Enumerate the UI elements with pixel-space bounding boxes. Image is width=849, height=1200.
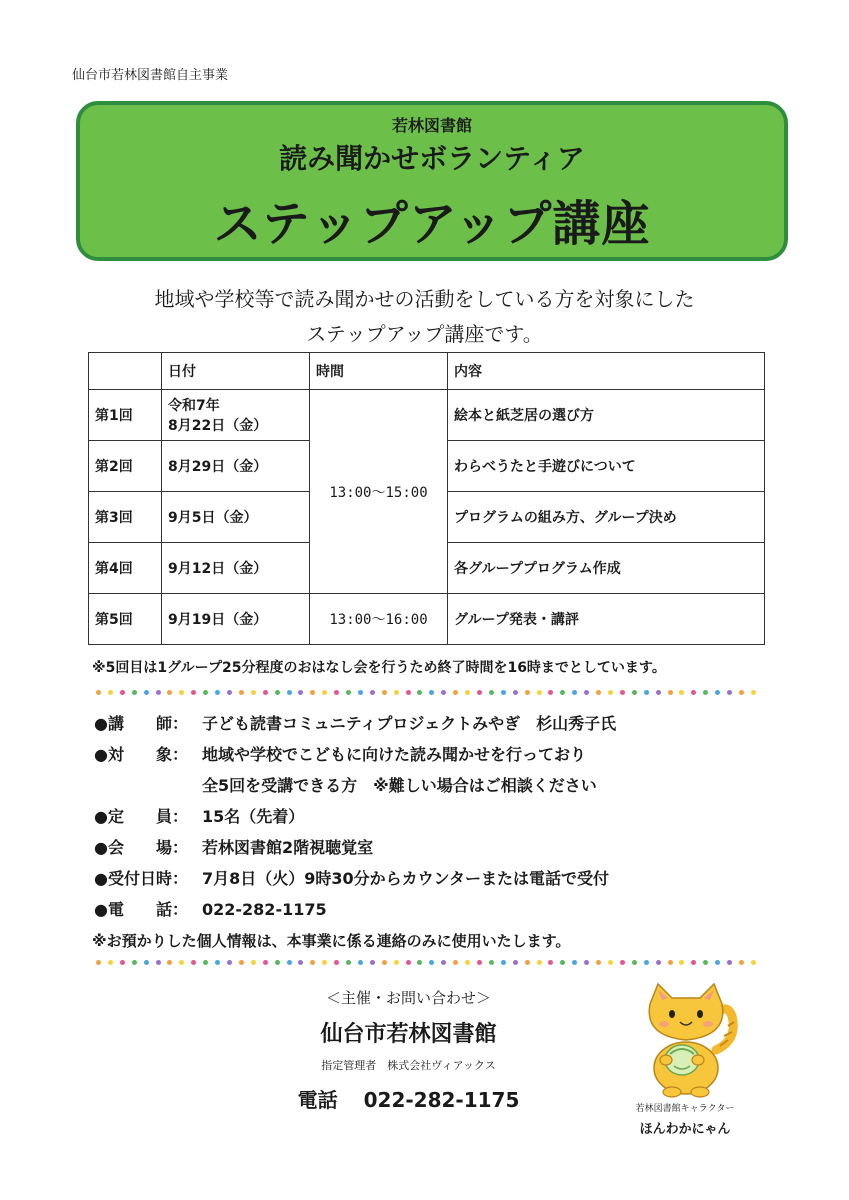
divider-dot: [465, 960, 470, 965]
divider-dot: [346, 690, 351, 695]
divider-dot: [691, 960, 696, 965]
time-note: ※5回目は1グループ25分程度のおはなし会を行うため終了時間を16時までとしています。: [92, 660, 666, 676]
schedule-table: [88, 352, 765, 645]
divider-dot: [382, 690, 387, 695]
divider-dot: [703, 960, 708, 965]
contact-heading: ＜主催・お問い合わせ＞: [325, 989, 491, 1007]
content-cell: グループ発表・講評: [448, 594, 765, 645]
divider-dot: [489, 960, 494, 965]
footer-phone-number: 022-282-1175: [363, 1088, 520, 1112]
header-content: 内容: [448, 353, 765, 390]
divider-dot: [751, 960, 756, 965]
info-venue: [94, 832, 616, 863]
info-lecturer: [94, 708, 616, 739]
mascot-name: ほんわかにゃん: [639, 1122, 731, 1137]
divider-dot: [322, 960, 327, 965]
divider-dot: [429, 960, 434, 965]
divider-dot: [144, 690, 149, 695]
divider-dot: [620, 690, 625, 695]
divider-dot: [287, 960, 292, 965]
info-list: [94, 708, 616, 925]
divider-dot: [525, 690, 530, 695]
time-cell: 13:00～15:00: [310, 390, 448, 594]
divider-dot: [298, 960, 303, 965]
divider-dot: [322, 690, 327, 695]
divider-dot: [108, 690, 113, 695]
divider-dot: [132, 960, 137, 965]
divider-dot: [370, 960, 375, 965]
date-cell: 9月12日（金）: [162, 543, 310, 594]
divider-dot: [668, 690, 673, 695]
divider-dot: [537, 960, 542, 965]
info-value: 15名（先着）: [202, 807, 305, 826]
divider-dot: [644, 690, 649, 695]
divider-dot: [120, 960, 125, 965]
info-label: ●対 象：: [94, 745, 188, 764]
session-cell: 第4回: [89, 543, 162, 594]
divider-dot: [632, 960, 637, 965]
divider-dot: [287, 690, 292, 695]
divider-dot: [572, 960, 577, 965]
divider-dot: [608, 690, 613, 695]
info-label: ●定 員：: [94, 807, 188, 826]
manager-label: 指定管理者 株式会社ヴィアックス: [321, 1059, 496, 1072]
divider-dot: [584, 960, 589, 965]
session-cell: 第2回: [89, 441, 162, 492]
table-row: [89, 594, 765, 645]
divider-dot: [310, 690, 315, 695]
divider-dot: [370, 690, 375, 695]
divider-dot: [227, 690, 232, 695]
info-target: [94, 739, 616, 770]
cat-mascot-icon: [636, 980, 740, 1100]
content-cell: プログラムの組み方、グループ決め: [448, 492, 765, 543]
content-cell: わらべうたと手遊びについて: [448, 441, 765, 492]
divider-dot: [239, 960, 244, 965]
banner-subtitle: 読み聞かせボランティア: [279, 142, 585, 175]
divider-dot: [144, 960, 149, 965]
info-value: 全5回を受講できる方 ※難しい場合はご相談ください: [202, 776, 597, 795]
divider-dot: [584, 690, 589, 695]
divider-dot: [739, 960, 744, 965]
divider-dot: [501, 960, 506, 965]
divider-dot: [441, 960, 446, 965]
divider-dot: [727, 690, 732, 695]
divider-dot: [203, 960, 208, 965]
info-label: ●受付日時：: [94, 869, 188, 888]
info-label: ●講 師：: [94, 714, 188, 733]
divider-dot: [215, 690, 220, 695]
divider-dot: [334, 960, 339, 965]
session-cell: 第5回: [89, 594, 162, 645]
divider-dot: [453, 690, 458, 695]
divider-dot: [179, 690, 184, 695]
divider-dot: [310, 960, 315, 965]
divider-dot: [346, 960, 351, 965]
divider-dot: [120, 690, 125, 695]
divider-dot: [417, 960, 422, 965]
divider-dot: [656, 960, 661, 965]
divider-dot: [477, 690, 482, 695]
date-line: 8月22日（金）: [168, 418, 268, 434]
divider-dot: [394, 960, 399, 965]
info-label: ●電 話：: [94, 900, 188, 919]
divider-dot: [275, 690, 280, 695]
divider-dot: [191, 960, 196, 965]
divider-dot: [215, 960, 220, 965]
divider-dot: [132, 690, 137, 695]
mascot-caption: 若林図書館キャラクター: [635, 1104, 735, 1114]
organizer-label: 仙台市若林図書館自主事業: [72, 68, 229, 83]
divider-dot: [167, 690, 172, 695]
divider-dot: [537, 690, 542, 695]
divider-dot: [477, 960, 482, 965]
info-value: 地域や学校でこどもに向けた読み聞かせを行っており: [202, 745, 587, 764]
session-cell: 第1回: [89, 390, 162, 441]
divider-dot: [156, 690, 161, 695]
divider-dot: [239, 690, 244, 695]
info-value: 若林図書館2階視聴覚室: [202, 838, 374, 857]
divider-dot: [203, 690, 208, 695]
date-cell: 9月5日（金）: [162, 492, 310, 543]
divider-dot: [167, 960, 172, 965]
banner-title: ステップアップ講座: [213, 196, 651, 252]
divider-dot: [334, 690, 339, 695]
title-banner: [76, 101, 788, 261]
divider-dot: [251, 960, 256, 965]
date-line: 令和7年: [168, 398, 220, 414]
header-date: 日付: [162, 353, 310, 390]
info-phone: [94, 894, 616, 925]
divider-dot: [679, 690, 684, 695]
date-cell: 8月29日（金）: [162, 441, 310, 492]
divider-dot: [489, 690, 494, 695]
footer-phone-label: 電話: [297, 1088, 338, 1112]
divider-dot: [548, 690, 553, 695]
divider-dot: [191, 690, 196, 695]
divider-dot: [715, 960, 720, 965]
divider-dot: [441, 690, 446, 695]
header-session: [89, 353, 162, 390]
divider-dot: [406, 690, 411, 695]
content-cell: 各グループプログラム作成: [448, 543, 765, 594]
divider-dot: [406, 960, 411, 965]
divider-dot: [691, 690, 696, 695]
info-target-continued: [94, 770, 616, 801]
time-cell: 13:00～16:00: [310, 594, 448, 645]
info-value: 7月8日（火）9時30分からカウンターまたは電話で受付: [202, 869, 610, 888]
info-value: 022-282-1175: [202, 900, 327, 919]
divider-dot: [417, 690, 422, 695]
divider-dot: [251, 690, 256, 695]
info-label: ●会 場：: [94, 838, 188, 857]
date-cell: [162, 390, 310, 441]
banner-library: 若林図書館: [391, 116, 472, 135]
divider-dot: [739, 690, 744, 695]
header-time: 時間: [310, 353, 448, 390]
divider-dot: [275, 960, 280, 965]
divider-dot: [560, 690, 565, 695]
divider-dot: [298, 690, 303, 695]
divider-dot: [703, 690, 708, 695]
divider-dot: [596, 960, 601, 965]
session-cell: 第3回: [89, 492, 162, 543]
divider-dot: [620, 960, 625, 965]
table-row: [89, 390, 765, 441]
divider-dot: [96, 960, 101, 965]
divider-dot: [227, 960, 232, 965]
date-cell: 9月19日（金）: [162, 594, 310, 645]
divider-dot: [560, 960, 565, 965]
divider-dot: [679, 960, 684, 965]
divider-dot: [727, 960, 732, 965]
divider-dot: [156, 960, 161, 965]
divider-dot: [632, 690, 637, 695]
divider-dot: [358, 960, 363, 965]
divider-dot: [596, 690, 601, 695]
info-reception: [94, 863, 616, 894]
info-value: 子ども読書コミュニティプロジェクトみやぎ 杉山秀子氏: [202, 714, 617, 733]
divider-dot: [358, 690, 363, 695]
divider-dot: [513, 690, 518, 695]
divider-dot: [179, 960, 184, 965]
divider-dot: [108, 960, 113, 965]
info-capacity: [94, 801, 616, 832]
dotted-divider: [96, 690, 756, 696]
divider-dot: [394, 690, 399, 695]
divider-dot: [548, 960, 553, 965]
divider-dot: [668, 960, 673, 965]
divider-dot: [263, 960, 268, 965]
divider-dot: [644, 960, 649, 965]
content-cell: 絵本と紙芝居の選び方: [448, 390, 765, 441]
divider-dot: [263, 690, 268, 695]
divider-dot: [572, 690, 577, 695]
divider-dot: [656, 690, 661, 695]
divider-dot: [751, 690, 756, 695]
divider-dot: [715, 690, 720, 695]
divider-dot: [608, 960, 613, 965]
divider-dot: [453, 960, 458, 965]
divider-dot: [501, 690, 506, 695]
intro-line-2: ステップアップ講座です。: [306, 322, 543, 346]
divider-dot: [525, 960, 530, 965]
divider-dot: [513, 960, 518, 965]
dotted-divider: [96, 960, 756, 966]
divider-dot: [96, 690, 101, 695]
intro-line-1: 地域や学校等で読み聞かせの活動をしている方を対象にした: [154, 287, 695, 311]
library-name: 仙台市若林図書館: [320, 1022, 497, 1047]
table-header-row: [89, 353, 765, 390]
divider-dot: [429, 690, 434, 695]
divider-dot: [382, 960, 387, 965]
privacy-note: ※お預かりした個人情報は、本事業に係る連絡のみに使用いたします。: [92, 932, 571, 950]
divider-dot: [465, 690, 470, 695]
